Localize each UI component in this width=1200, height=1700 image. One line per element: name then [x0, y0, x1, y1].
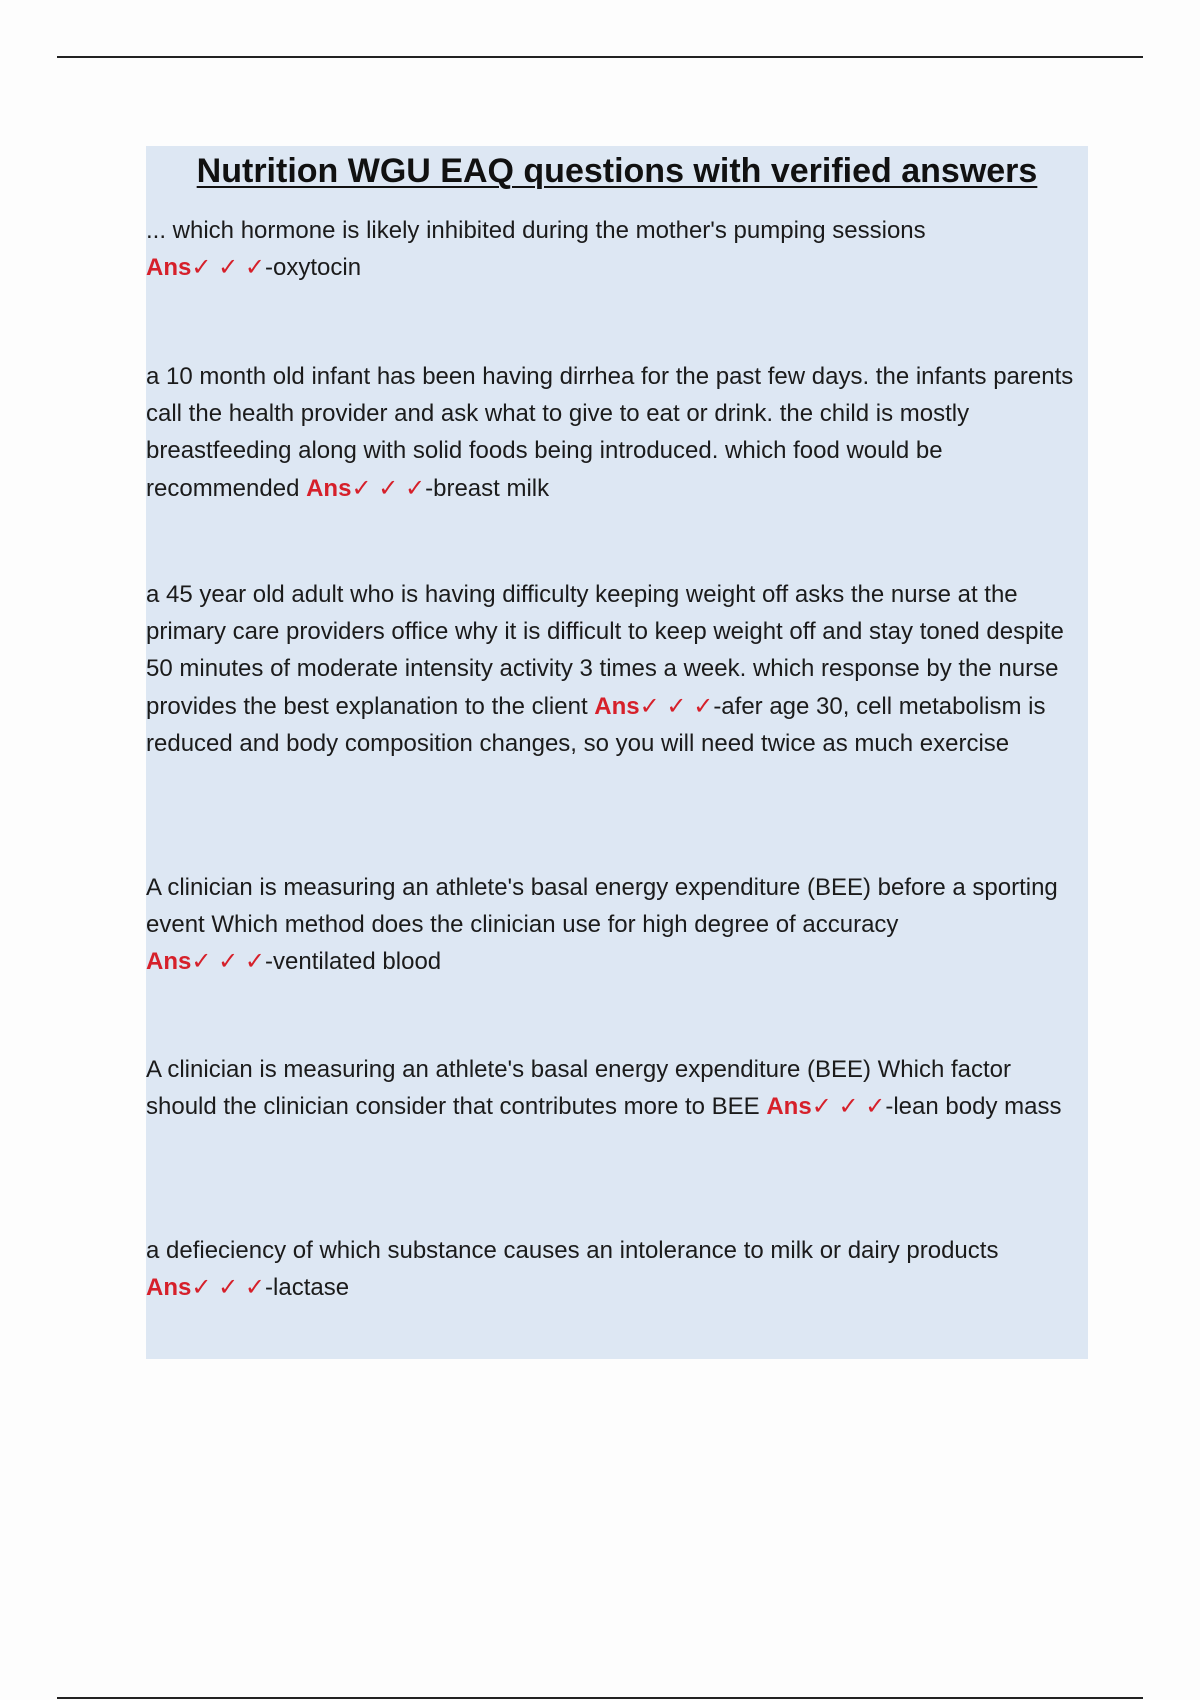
- qa-item: [146, 869, 1076, 981]
- answer-prefix: Ans: [766, 1093, 812, 1121]
- question-text: a defieciency of which substance causes an intolerance to milk or dairy products: [146, 1237, 999, 1264]
- answer-prefix: Ans: [146, 948, 192, 976]
- answer-prefix: Ans: [594, 692, 640, 720]
- check-marks-icon: ✓ ✓ ✓: [811, 1093, 886, 1121]
- check-marks-icon: ✓ ✓ ✓: [191, 254, 266, 282]
- qa-item: [146, 1051, 1076, 1125]
- check-marks-icon: ✓ ✓ ✓: [191, 948, 266, 976]
- answer-text: -afer age 30, cell metabolism is reduced and body composition changes, so you will need twice as much exercise: [146, 692, 1046, 757]
- header-rule: [57, 56, 1143, 58]
- question-text: A clinician is measuring an athlete's basal energy expenditure (BEE) before a sporting event Which method does the clinician use for high degree of accuracy: [146, 874, 1058, 939]
- check-marks-icon: ✓ ✓ ✓: [351, 474, 426, 502]
- answer-text: -ventilated blood: [265, 948, 442, 976]
- answer-prefix: Ans: [146, 1274, 192, 1302]
- question-text: A clinician is measuring an athlete's basal energy expenditure (BEE) Which factor should the clinician consider that contributes more to BEE: [146, 1056, 1012, 1121]
- qa-item: [146, 1232, 1076, 1306]
- document-title: Nutrition WGU EAQ questions with verified answers: [196, 152, 1038, 190]
- qa-item: [146, 576, 1076, 762]
- footer-rule: [57, 1697, 1143, 1699]
- answer-text: -oxytocin: [265, 254, 362, 282]
- question-text: a 10 month old infant has been having dirrhea for the past few days. the infants parents call the health provider and ask what to give to eat or drink. the child is mostly breastfeeding along with solid foods being introduced. which food would be recommended: [146, 363, 1074, 502]
- answer-prefix: Ans: [306, 474, 352, 502]
- answer-prefix: Ans: [146, 254, 192, 282]
- check-marks-icon: ✓ ✓ ✓: [639, 692, 714, 720]
- qa-item: [146, 358, 1076, 507]
- question-text: ... which hormone is likely inhibited during the mother's pumping sessions: [146, 217, 926, 244]
- answer-text: -lean body mass: [885, 1093, 1062, 1121]
- answer-text: -lactase: [265, 1274, 350, 1302]
- answer-text: -breast milk: [425, 474, 550, 502]
- qa-item: [146, 212, 1076, 286]
- question-text: a 45 year old adult who is having difficulty keeping weight off asks the nurse at the primary care providers office why it is difficult to keep weight off and stay toned despite 50 minutes of moderate intensity activity 3 times a week. which response by the nurse provides the best explanation to the client: [146, 581, 1064, 720]
- check-marks-icon: ✓ ✓ ✓: [191, 1274, 266, 1302]
